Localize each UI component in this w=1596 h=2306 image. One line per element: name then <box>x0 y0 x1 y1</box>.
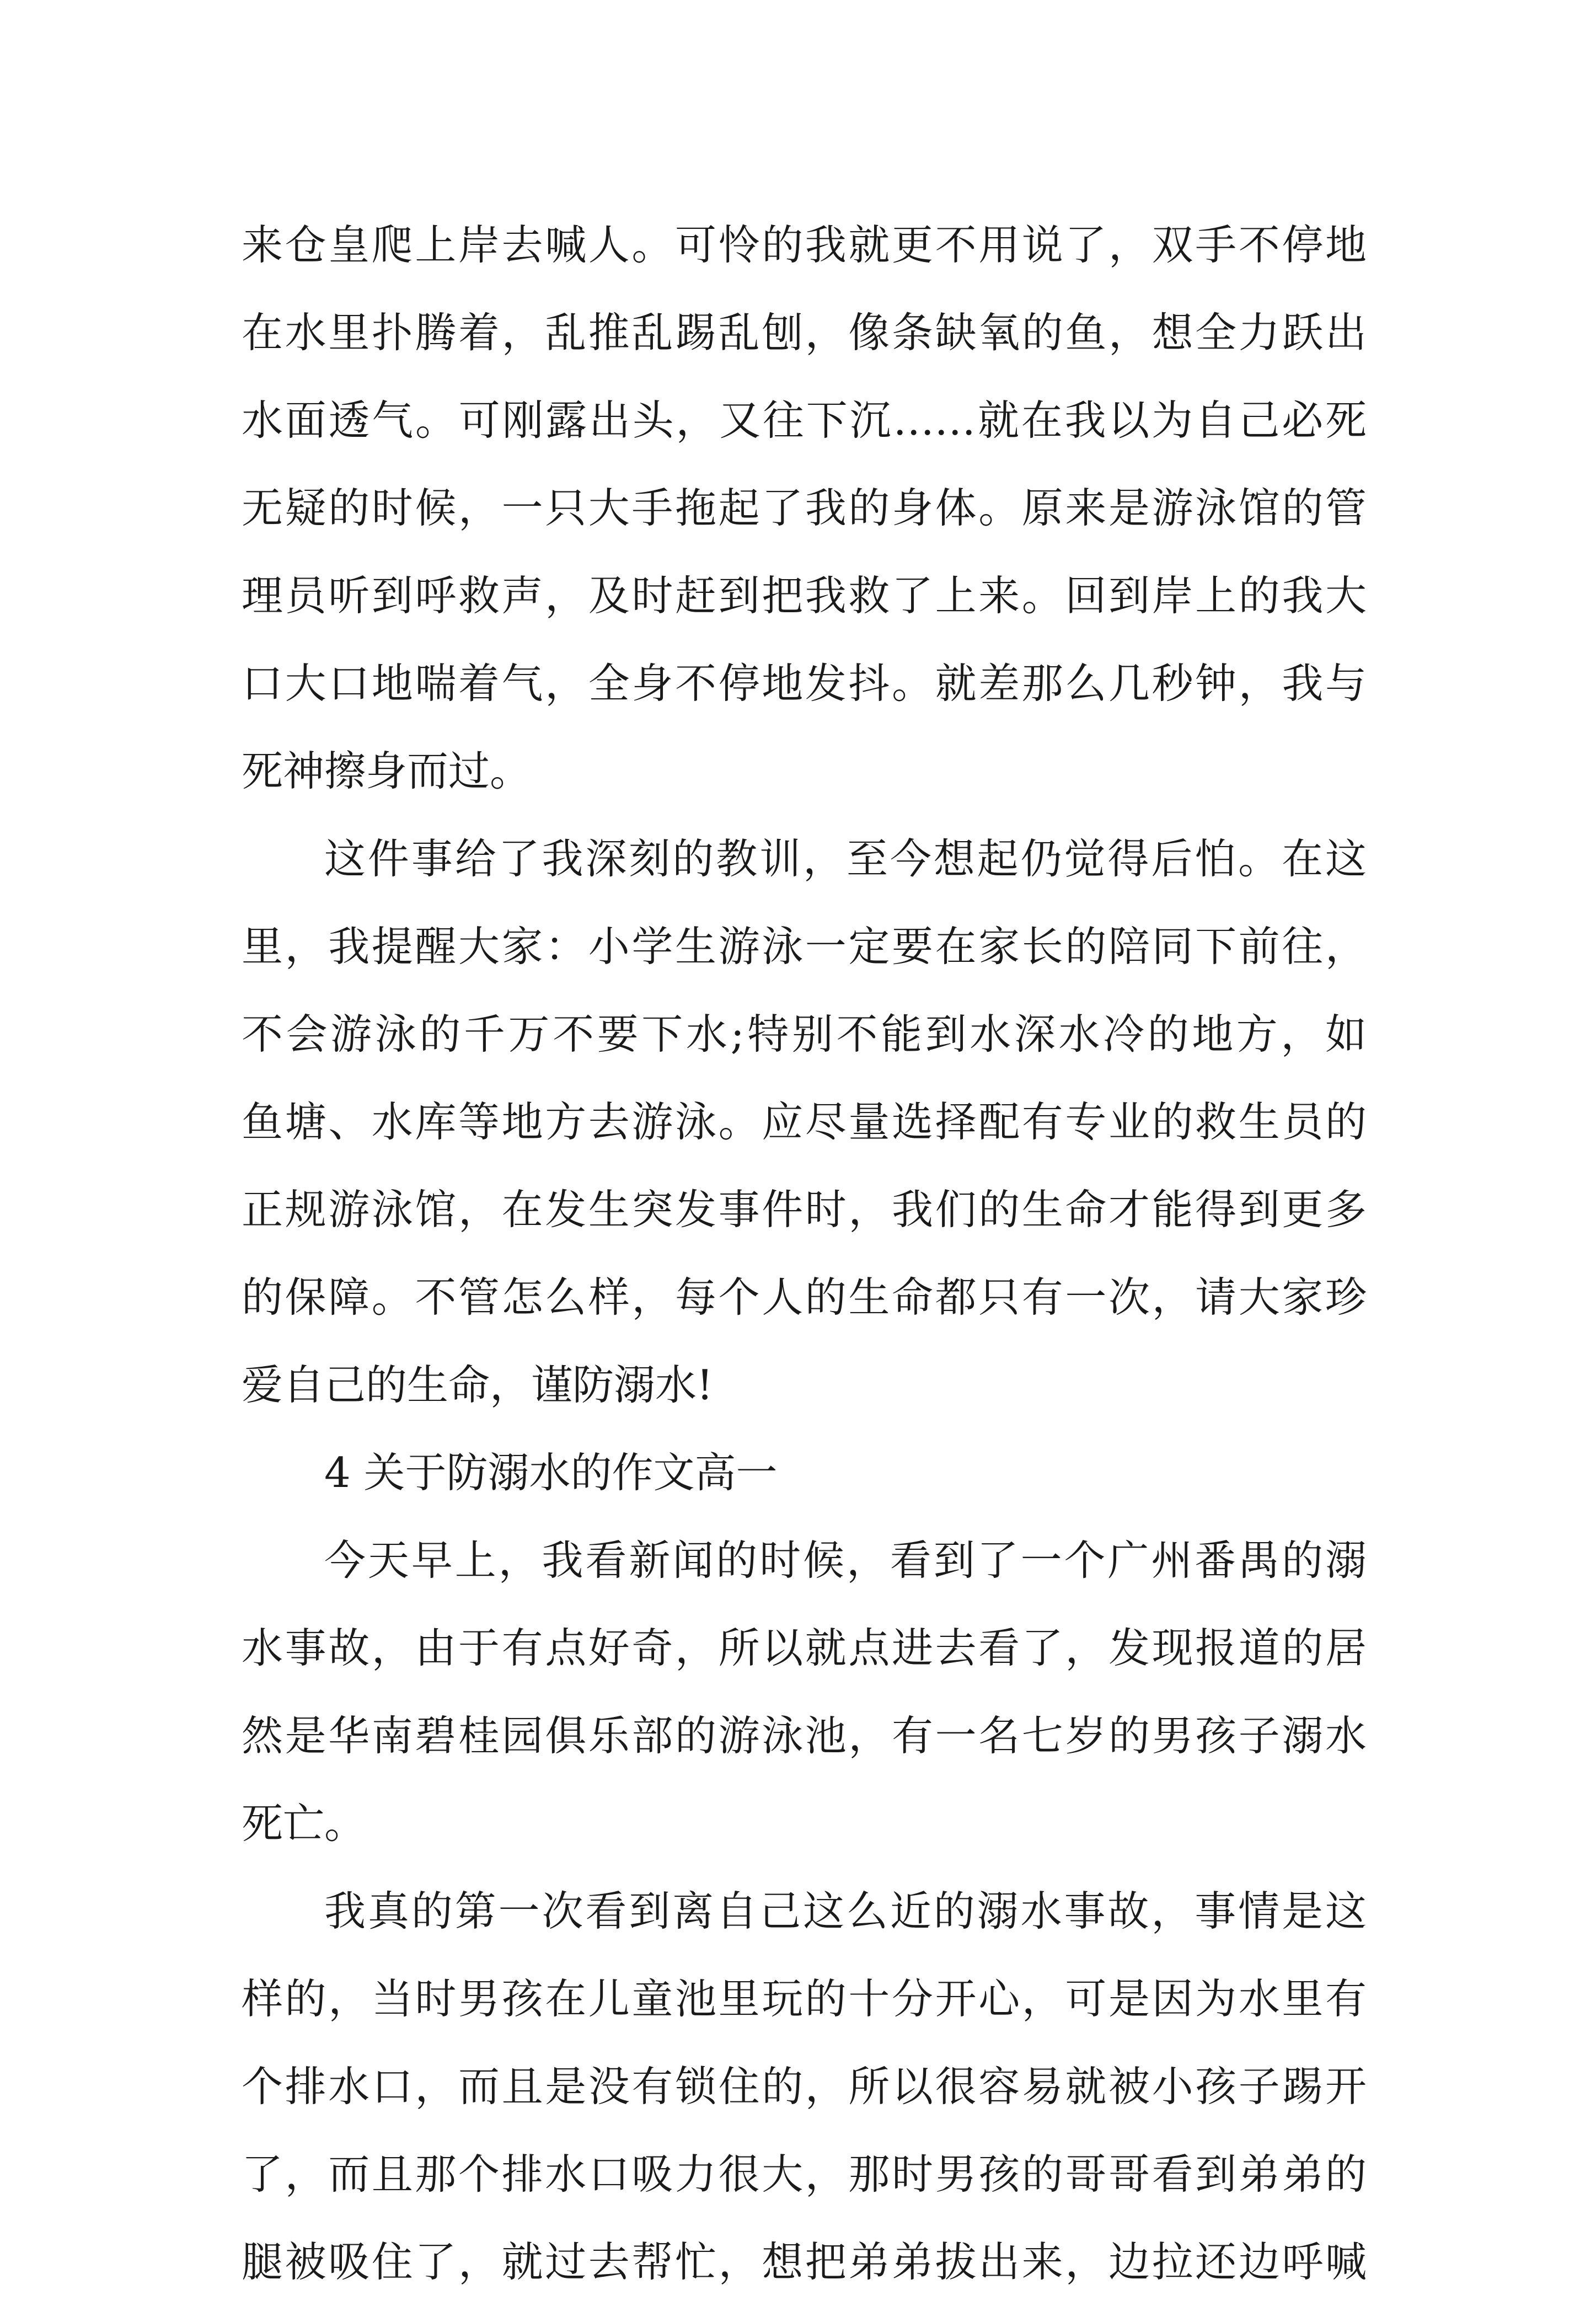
text-line: 4 关于防溺水的作文高一 <box>324 1448 778 1497</box>
text-line: 鱼塘、水库等地方去游泳。应尽量选择配有专业的救生员的 <box>242 1098 1367 1146</box>
text-line: 样的，当时男孩在儿童池里玩的十分开心，可是因为水里有 <box>242 1975 1367 2023</box>
text-line: 不会游泳的千万不要下水;特别不能到水深水冷的地方，如 <box>242 1010 1367 1058</box>
text-line: 个排水口，而且是没有锁住的，所以很容易就被小孩子踢开 <box>242 2062 1367 2111</box>
text-line: 死神擦身而过。 <box>242 747 532 795</box>
text-line: 死亡。 <box>242 1799 366 1848</box>
text-line: 在水里扑腾着，乱推乱踢乱刨，像条缺氧的鱼，想全力跃出 <box>242 308 1367 357</box>
text-line: 爱自己的生命，谨防溺水! <box>242 1361 714 1409</box>
text-line: 水面透气。可刚露出头，又往下沉……就在我以为自己必死 <box>242 396 1367 445</box>
text-line: 今天早上，我看新闻的时候，看到了一个广州番禺的溺 <box>324 1536 1367 1585</box>
text-line: 这件事给了我深刻的教训，至今想起仍觉得后怕。在这 <box>324 834 1367 883</box>
text-line: 来仓皇爬上岸去喊人。可怜的我就更不用说了，双手不停地 <box>242 221 1367 269</box>
text-line: 我真的第一次看到离自己这么近的溺水事故，事情是这 <box>324 1887 1367 1935</box>
text-line: 口大口地喘着气，全身不停地发抖。就差那么几秒钟，我与 <box>242 659 1367 708</box>
text-line: 里，我提醒大家：小学生游泳一定要在家长的陪同下前往， <box>242 922 1367 971</box>
text-line: 正规游泳馆，在发生突发事件时，我们的生命才能得到更多 <box>242 1185 1367 1234</box>
text-line: 了，而且那个排水口吸力很大，那时男孩的哥哥看到弟弟的 <box>242 2150 1367 2198</box>
text-line: 的保障。不管怎么样，每个人的生命都只有一次，请大家珍 <box>242 1273 1367 1321</box>
document-body <box>242 201 1367 2306</box>
text-line: 理员听到呼救声，及时赶到把我救了上来。回到岸上的我大 <box>242 571 1367 620</box>
text-line: 水事故，由于有点好奇，所以就点进去看了，发现报道的居 <box>242 1624 1367 1672</box>
text-line: 无疑的时候，一只大手拖起了我的身体。原来是游泳馆的管 <box>242 484 1367 532</box>
text-line: 然是华南碧桂园俱乐部的游泳池，有一名七岁的男孩子溺水 <box>242 1711 1367 1760</box>
text-line: 腿被吸住了，就过去帮忙，想把弟弟拔出来，边拉还边呼喊 <box>242 2238 1367 2286</box>
